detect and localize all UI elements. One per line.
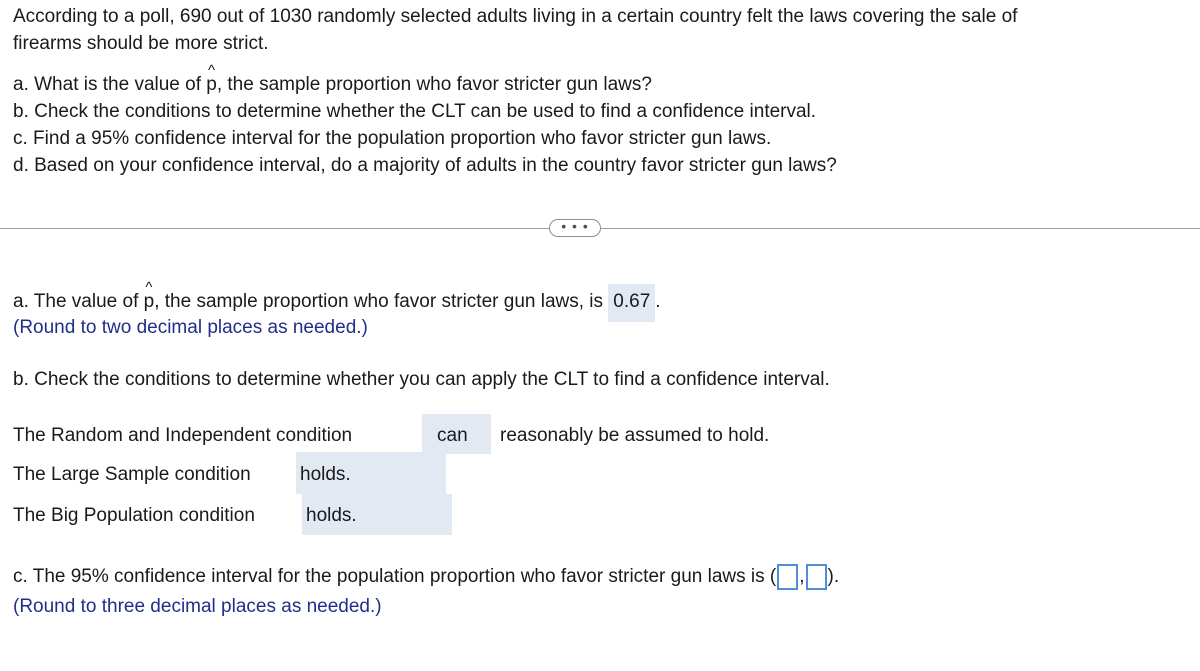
p-hat-symbol [143, 279, 155, 315]
hat-accent: ^ [145, 279, 153, 296]
answer-b-prompt: b. Check the conditions to determine whether you can apply the CLT to find a confidence interval. [13, 369, 830, 390]
answer-a-hint: (Round to two decimal places as needed.) [13, 317, 368, 338]
ci-lower-input[interactable] [777, 564, 798, 590]
ci-upper-input[interactable] [806, 564, 827, 590]
p-hat-symbol [206, 62, 217, 98]
question-a-prefix: a. What is the value of [13, 74, 207, 95]
answer-c-prompt: c. The 95% confidence interval for the population proportion who favor stricter gun laws is [13, 566, 770, 588]
answer-a-prefix: a. The value of [13, 291, 144, 312]
comma-separator: , [799, 566, 805, 588]
random-condition-tail: reasonably be assumed to hold. [500, 425, 770, 446]
show-more-button[interactable]: • • • [549, 219, 601, 237]
open-paren: ( [769, 566, 777, 588]
big-population-value[interactable]: holds. [306, 505, 357, 526]
random-condition-label: The Random and Independent condition [13, 425, 353, 446]
hat-accent: ^ [208, 62, 216, 79]
question-intro-line1: According to a poll, 690 out of 1030 randomly selected adults living in a certain country felt the laws covering the sale of [13, 6, 1018, 27]
p-variable: p [143, 291, 155, 312]
large-sample-value[interactable]: holds. [300, 464, 351, 485]
answer-a-value-box[interactable]: 0.67 [608, 284, 655, 322]
answer-c-hint: (Round to three decimal places as needed.) [13, 596, 382, 617]
close-paren: ). [827, 566, 840, 588]
question-part-c: c. Find a 95% confidence interval for the population proportion who favor stricter gun laws. [13, 128, 772, 149]
question-a-suffix: , the sample proportion who favor stricter gun laws? [216, 74, 652, 95]
large-sample-label: The Large Sample condition [13, 464, 251, 485]
question-part-b: b. Check the conditions to determine whether the CLT can be used to find a confidence interval. [13, 101, 817, 122]
random-condition-value[interactable]: can [437, 425, 468, 446]
question-part-a [13, 62, 652, 98]
big-population-label: The Big Population condition [13, 505, 255, 526]
p-variable: p [206, 74, 217, 95]
answer-c-line [13, 564, 839, 590]
question-intro-line2: firearms should be more strict. [13, 33, 269, 54]
question-part-d: d. Based on your confidence interval, do a majority of adults in the country favor stricter gun laws? [13, 155, 837, 176]
answer-a-mid: , the sample proportion who favor stricter gun laws, is [154, 291, 609, 312]
answer-a-end: . [655, 291, 661, 312]
